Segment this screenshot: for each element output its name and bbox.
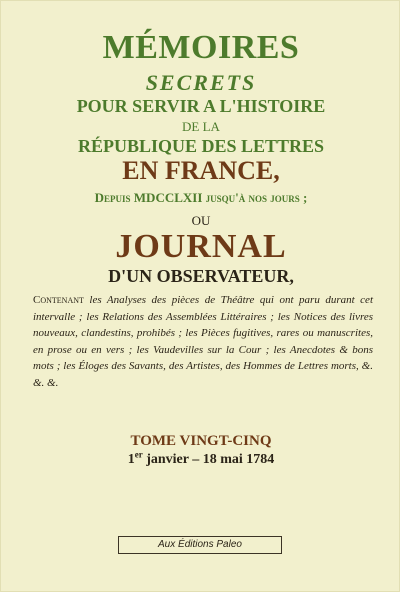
observateur-heading: D'UN OBSERVATEUR,: [108, 266, 294, 286]
description-paragraph: [33, 292, 373, 391]
date-range: [1, 449, 400, 467]
description-text: les Analyses des pièces de Théâtre qui ont paru durant cet intervalle ; les Relations des Assemblées Littéraires ; les Notices des livres nouveaux, clandestins, prohibés ; les Pièces fugitives, rares ou manuscrites, en prose ou en vers ; les Vaudevilles sur la Cour ; les Anecdotes & bons mots ; les Éloges des Savants, des Artistes, des Hommes de Lettres morts, &. &. &.: [33, 294, 373, 389]
line-depuis: Depuis MDCCLXII jusqu'à nos jours ;: [94, 190, 308, 205]
journal-heading: JOURNAL: [115, 228, 287, 265]
line-de-la: DE LA: [182, 119, 220, 134]
line-en-france: EN FRANCE,: [122, 156, 280, 185]
date-superscript: er: [134, 449, 143, 460]
tome-label: TOME VINGT-CINQ: [130, 433, 272, 449]
cover-title: MÉMOIRES: [102, 29, 300, 66]
date-rest: janvier – 18 mai 1784: [142, 452, 275, 467]
line-ou: OU: [191, 213, 211, 228]
line-pour-servir: POUR SERVIR A L'HISTOIRE: [76, 96, 326, 116]
line-republique: RÉPUBLIQUE DES LETTRES: [77, 136, 325, 156]
description-lead: Contenant: [33, 294, 84, 306]
date-day: 1: [127, 452, 135, 467]
cover-subtitle: SECRETS: [145, 70, 257, 95]
publisher-label: Aux Éditions Paleo: [118, 536, 282, 554]
